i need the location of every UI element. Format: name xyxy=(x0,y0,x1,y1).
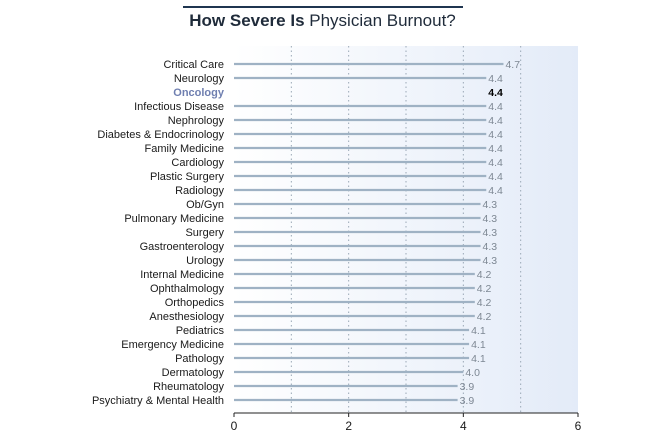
value-label: 4.1 xyxy=(471,339,486,351)
value-label: 4.0 xyxy=(465,367,480,379)
category-label: Radiology xyxy=(175,185,224,197)
category-label: Infectious Disease xyxy=(134,101,224,113)
category-label-highlight: Oncology xyxy=(173,87,224,99)
value-label: 4.4 xyxy=(488,171,503,183)
category-label: Internal Medicine xyxy=(140,269,224,281)
x-tick-label: 2 xyxy=(345,419,353,433)
value-label: 4.2 xyxy=(476,269,492,281)
category-label: Anesthesiology xyxy=(149,311,224,323)
category-label: Ob/Gyn xyxy=(186,199,224,211)
value-label: 4.3 xyxy=(482,213,498,225)
category-label: Pediatrics xyxy=(175,325,224,337)
category-label: Surgery xyxy=(185,227,224,239)
value-label: 4.1 xyxy=(471,325,486,337)
value-label: 4.4 xyxy=(488,185,503,197)
value-label: 4.4 xyxy=(488,157,503,169)
category-label: Diabetes & Endocrinology xyxy=(97,129,224,141)
category-label: Family Medicine xyxy=(144,143,224,155)
category-label: Orthopedics xyxy=(164,297,224,309)
value-label: 4.4 xyxy=(488,115,503,127)
category-label: Neurology xyxy=(173,73,224,85)
value-label: 4.2 xyxy=(476,297,492,309)
value-label: 4.3 xyxy=(482,227,498,239)
category-label: Plastic Surgery xyxy=(150,171,224,183)
value-label: 4.2 xyxy=(476,311,492,323)
chart-title-bold: How Severe Is xyxy=(189,11,305,30)
category-label: Ophthalmology xyxy=(150,283,224,295)
value-label: 4.3 xyxy=(482,241,498,253)
x-tick-label: 6 xyxy=(574,419,582,433)
value-label: 4.3 xyxy=(482,199,498,211)
value-label: 4.4 xyxy=(488,73,503,85)
value-label: 4.4 xyxy=(488,87,503,99)
category-label: Urology xyxy=(186,255,224,267)
category-label: Pulmonary Medicine xyxy=(124,213,224,225)
value-label: 4.3 xyxy=(482,255,498,267)
value-label: 4.2 xyxy=(476,283,492,295)
category-label: Nephrology xyxy=(167,115,224,127)
category-label: Critical Care xyxy=(163,59,224,71)
category-label: Emergency Medicine xyxy=(121,339,224,351)
category-label: Gastroenterology xyxy=(139,241,224,253)
value-label: 4.4 xyxy=(488,101,503,113)
value-label: 4.4 xyxy=(488,143,503,155)
value-label: 3.9 xyxy=(459,395,475,407)
value-label: 4.1 xyxy=(471,353,486,365)
category-label: Cardiology xyxy=(171,157,224,169)
category-label: Dermatology xyxy=(161,367,224,379)
x-tick-label: 0 xyxy=(230,419,238,433)
value-label: 4.4 xyxy=(488,129,503,141)
category-label: Psychiatry & Mental Health xyxy=(91,395,224,407)
value-label: 3.9 xyxy=(459,381,475,393)
x-tick-label: 4 xyxy=(459,419,467,433)
chart-title-rest: Physician Burnout? xyxy=(309,11,456,30)
category-label: Rheumatology xyxy=(153,381,224,393)
value-label: 4.7 xyxy=(505,59,521,71)
category-label: Pathology xyxy=(175,353,224,365)
